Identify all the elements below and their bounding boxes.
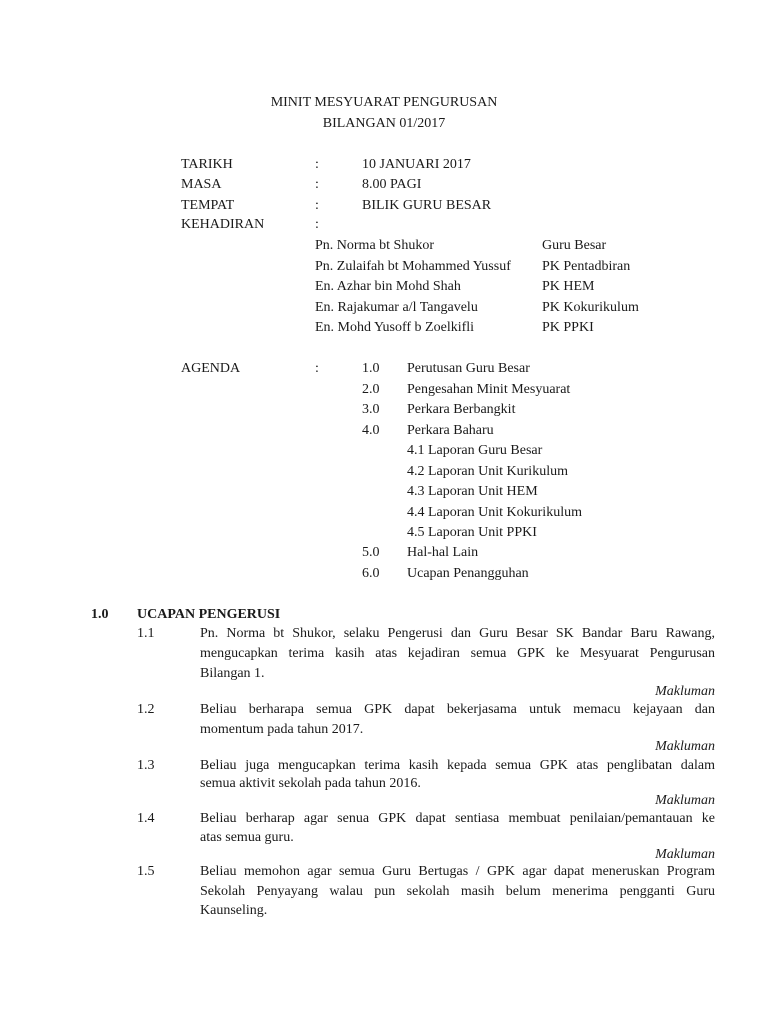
meta-sep: : bbox=[315, 198, 319, 213]
agenda-subitem: 4.4 Laporan Unit Kokurikulum bbox=[407, 505, 582, 520]
agenda-item-num: 6.0 bbox=[362, 566, 380, 581]
section-number: 1.0 bbox=[91, 607, 109, 622]
item-note: Makluman bbox=[655, 793, 715, 808]
item-line: Pn. Norma bt Shukor, selaku Pengerusi dan Guru Besar SK Bandar Baru Rawang, bbox=[200, 626, 715, 641]
item-line: Beliau berharapa semua GPK dapat bekerjasama untuk memacu kejayaan dan bbox=[200, 702, 715, 717]
agenda-item-num: 2.0 bbox=[362, 382, 380, 397]
agenda-item-text: Pengesahan Minit Mesyuarat bbox=[407, 382, 571, 397]
meta-value-tempat: BILIK GURU BESAR bbox=[362, 198, 492, 213]
meta-label-masa: MASA bbox=[181, 177, 222, 192]
item-number: 1.2 bbox=[137, 702, 155, 717]
document-subtitle: BILANGAN 01/2017 bbox=[322, 116, 446, 131]
attendee-name: En. Azhar bin Mohd Shah bbox=[315, 279, 461, 294]
agenda-item-text: Hal-hal Lain bbox=[407, 545, 479, 560]
agenda-subitem: 4.5 Laporan Unit PPKI bbox=[407, 525, 537, 540]
item-line: Beliau memohon agar semua Guru Bertugas / GPK agar dapat meneruskan Program bbox=[200, 864, 715, 879]
agenda-item-text: Perkara Berbangkit bbox=[407, 402, 516, 417]
item-number: 1.5 bbox=[137, 864, 155, 879]
item-line: Kaunseling. bbox=[200, 903, 268, 918]
agenda-item-text: Perkara Baharu bbox=[407, 423, 494, 438]
item-line: Beliau juga mengucapkan terima kasih kepada semua GPK atas penglibatan dalam bbox=[200, 758, 715, 773]
item-line: Bilangan 1. bbox=[200, 666, 265, 681]
attendee-name: Pn. Norma bt Shukor bbox=[315, 238, 434, 253]
item-line: Sekolah Penyayang walau pun sekolah masih belum menerima pengganti Guru bbox=[200, 884, 715, 899]
meta-value-tarikh: 10 JANUARI 2017 bbox=[362, 157, 471, 172]
item-line: atas semua guru. bbox=[200, 830, 294, 845]
agenda-item-num: 5.0 bbox=[362, 545, 380, 560]
meta-value-masa: 8.00 PAGI bbox=[362, 177, 422, 192]
item-number: 1.3 bbox=[137, 758, 155, 773]
meta-label-tempat: TEMPAT bbox=[181, 198, 235, 213]
meta-label-kehadiran: KEHADIRAN bbox=[181, 217, 265, 232]
attendee-name: Pn. Zulaifah bt Mohammed Yussuf bbox=[315, 259, 511, 274]
item-number: 1.4 bbox=[137, 811, 155, 826]
attendee-name: En. Rajakumar a/l Tangavelu bbox=[315, 300, 478, 315]
attendee-role: PK HEM bbox=[542, 279, 595, 294]
attendee-role: PK Kokurikulum bbox=[542, 300, 639, 315]
item-number: 1.1 bbox=[137, 626, 155, 641]
section-title: UCAPAN PENGERUSI bbox=[137, 607, 281, 622]
meta-sep: : bbox=[315, 177, 319, 192]
agenda-item-num: 3.0 bbox=[362, 402, 380, 417]
attendee-role: Guru Besar bbox=[542, 238, 607, 253]
agenda-subitem: 4.1 Laporan Guru Besar bbox=[407, 443, 543, 458]
meta-sep: : bbox=[315, 217, 319, 232]
document-title: MINIT MESYUARAT PENGURUSAN bbox=[270, 95, 498, 110]
agenda-label: AGENDA bbox=[181, 361, 241, 376]
item-note: Makluman bbox=[655, 684, 715, 699]
attendee-name: En. Mohd Yusoff b Zoelkifli bbox=[315, 320, 475, 335]
item-line: momentum pada tahun 2017. bbox=[200, 722, 364, 737]
attendee-role: PK Pentadbiran bbox=[542, 259, 631, 274]
agenda-sep: : bbox=[315, 361, 319, 376]
agenda-item-num: 1.0 bbox=[362, 361, 380, 376]
agenda-subitem: 4.3 Laporan Unit HEM bbox=[407, 484, 538, 499]
agenda-subitem: 4.2 Laporan Unit Kurikulum bbox=[407, 464, 568, 479]
agenda-item-num: 4.0 bbox=[362, 423, 380, 438]
item-note: Makluman bbox=[655, 739, 715, 754]
attendee-role: PK PPKI bbox=[542, 320, 594, 335]
agenda-item-text: Ucapan Penangguhan bbox=[407, 566, 529, 581]
item-line: Beliau berharap agar senua GPK dapat sentiasa membuat penilaian/pemantauan ke bbox=[200, 811, 715, 826]
item-note: Makluman bbox=[655, 847, 715, 862]
meta-sep: : bbox=[315, 157, 319, 172]
item-line: semua aktivit sekolah pada tahun 2016. bbox=[200, 776, 421, 791]
agenda-item-text: Perutusan Guru Besar bbox=[407, 361, 530, 376]
meta-label-tarikh: TARIKH bbox=[181, 157, 233, 172]
item-line: mengucapkan terima kasih atas kejadiran semua GPK ke Mesyuarat Pengurusan bbox=[200, 646, 715, 661]
